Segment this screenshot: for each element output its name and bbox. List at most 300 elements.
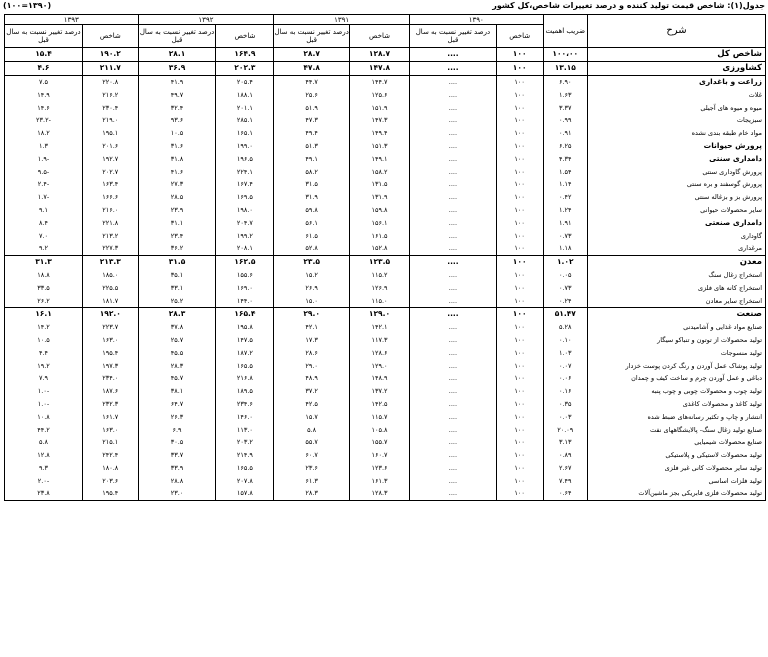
change-cell: ۲۹.۰: [274, 359, 350, 372]
change-cell: ....: [410, 229, 497, 242]
index-cell: ۱۰۰: [496, 48, 543, 62]
index-cell: ۲۱۳.۳: [82, 255, 138, 268]
change-cell: ۱۵.۷: [274, 410, 350, 423]
change-cell: ۲۳.۶: [274, 462, 350, 475]
change-cell: ۲۸.۸: [138, 474, 216, 487]
table-row: [5, 204, 766, 217]
index-cell: ۲۰۷.۸: [216, 474, 274, 487]
row-label: استخراج کانه های فلزی: [588, 281, 766, 294]
change-cell: ۴۲.۵: [274, 398, 350, 411]
change-cell: ۲۸.۳: [138, 307, 216, 320]
index-cell: ۲۲۴.۱: [216, 165, 274, 178]
index-cell: ۱۶۳.۴: [82, 178, 138, 191]
change-cell: ....: [410, 449, 497, 462]
change-cell: ۴۹.۷: [138, 88, 216, 101]
change-cell: ۱۵.۰: [274, 294, 350, 307]
index-cell: ۱۵۶.۱: [349, 216, 409, 229]
row-label: دامداری سنتی: [588, 152, 766, 165]
index-cell: ۲۰۲.۷: [82, 165, 138, 178]
change-cell: ۱۸.۸: [5, 269, 83, 282]
change-cell: ۲۵.۲: [138, 294, 216, 307]
header-index: شاخص: [216, 25, 274, 48]
change-cell: ۴۴.۷: [274, 75, 350, 88]
index-cell: ۱۲۳.۵: [349, 255, 409, 268]
weight-cell: ۰.۱۰: [543, 334, 587, 347]
header-year: ۱۳۹۰: [410, 15, 544, 25]
index-cell: ۱۰۰: [496, 321, 543, 334]
index-cell: ۱۰۰: [496, 242, 543, 255]
change-cell: ....: [410, 101, 497, 114]
index-cell: ۱۰۰: [496, 229, 543, 242]
table-row: [5, 114, 766, 127]
header-change: درصد تغییر نسبت به سال قبل: [138, 25, 216, 48]
header-index: شاخص: [496, 25, 543, 48]
change-cell: ۳۱.۵: [138, 255, 216, 268]
change-cell: ۶۴.۷: [138, 398, 216, 411]
index-cell: ۱۰۰: [496, 410, 543, 423]
index-cell: ۱۵۱.۳: [349, 140, 409, 153]
change-cell: ....: [410, 423, 497, 436]
index-cell: ۲۲۵.۵: [82, 281, 138, 294]
index-cell: ۱۴۸.۹: [349, 372, 409, 385]
row-label: کشاورزی: [588, 61, 766, 75]
change-cell: ....: [410, 436, 497, 449]
index-cell: ۱۹۵.۸: [216, 321, 274, 334]
weight-cell: ۷.۴۹: [543, 474, 587, 487]
index-cell: ۱۶۱.۷: [82, 410, 138, 423]
change-cell: ۴۲.۱: [274, 321, 350, 334]
row-label: پرورش گوسفند و بره سنتی: [588, 178, 766, 191]
change-cell: ....: [410, 255, 497, 268]
index-cell: ۲۲۳.۷: [82, 321, 138, 334]
table-row: [5, 334, 766, 347]
weight-cell: ۳.۱۳: [543, 436, 587, 449]
change-cell: ....: [410, 48, 497, 62]
row-label: تولید فلزات اساسی: [588, 474, 766, 487]
change-cell: ۴۱.۹: [138, 75, 216, 88]
index-cell: ۲۱۵.۱: [82, 436, 138, 449]
weight-cell: ۱.۱۴: [543, 178, 587, 191]
change-cell: -۲.۰: [5, 474, 83, 487]
index-cell: ۱۶۱.۳: [349, 474, 409, 487]
change-cell: ۲۶.۲: [5, 294, 83, 307]
table-row: [5, 165, 766, 178]
index-cell: ۱۰۰: [496, 398, 543, 411]
index-cell: ۱۰۰: [496, 294, 543, 307]
row-label: استخراج سایر معادن: [588, 294, 766, 307]
change-cell: ....: [410, 334, 497, 347]
index-cell: ۱۵۹.۸: [349, 204, 409, 217]
index-cell: ۱۹۹.۰: [216, 140, 274, 153]
ppi-table: [4, 14, 766, 501]
change-cell: -۱.۷: [5, 191, 83, 204]
change-cell: -۲۳.۲: [5, 114, 83, 127]
change-cell: ....: [410, 462, 497, 475]
change-cell: ۲۳.۸: [5, 487, 83, 500]
change-cell: ۳۷.۲: [274, 385, 350, 398]
change-cell: ....: [410, 216, 497, 229]
change-cell: ۳۶.۲: [138, 242, 216, 255]
row-label: زراعت و باغداری: [588, 75, 766, 88]
change-cell: ....: [410, 372, 497, 385]
change-cell: ....: [410, 88, 497, 101]
header-weight: ضریب اهمیت: [543, 15, 587, 48]
index-cell: ۱۶۹.۵: [216, 191, 274, 204]
weight-cell: ۴.۳۴: [543, 152, 587, 165]
index-cell: ۱۰۰: [496, 191, 543, 204]
weight-cell: ۰.۰۶: [543, 372, 587, 385]
index-cell: ۲۰۲.۳: [216, 61, 274, 75]
change-cell: ۴.۴: [5, 346, 83, 359]
index-cell: ۱۶۳.۰: [82, 423, 138, 436]
weight-cell: ۱۰۰،۰۰: [543, 48, 587, 62]
index-cell: ۲۸۵.۱: [216, 114, 274, 127]
index-cell: ۲۱۳.۲: [82, 229, 138, 242]
row-label: مواد خام طبقه بندی نشده: [588, 127, 766, 140]
row-label: تولید منسوجات: [588, 346, 766, 359]
change-cell: ۶۰.۷: [274, 449, 350, 462]
index-cell: ۱۴۲.۵: [349, 398, 409, 411]
index-cell: ۱۵۷.۸: [216, 487, 274, 500]
header-index: شاخص: [349, 25, 409, 48]
row-label: تولید پوشاک عمل آوردن و رنگ کردن پوست خزدار: [588, 359, 766, 372]
change-cell: ۲۸.۳: [138, 359, 216, 372]
index-cell: ۲۱۴.۹: [216, 449, 274, 462]
index-cell: ۱۹۰.۲: [82, 48, 138, 62]
weight-cell: ۶.۲۵: [543, 140, 587, 153]
index-cell: ۱۴۷.۵: [216, 334, 274, 347]
index-cell: ۱۰۰: [496, 436, 543, 449]
table-row: [5, 436, 766, 449]
index-cell: ۲۱۶.۲: [82, 88, 138, 101]
index-cell: ۱۱۵.۰: [349, 294, 409, 307]
change-cell: ۲۸.۵: [138, 191, 216, 204]
index-cell: ۱۱۳.۰: [216, 423, 274, 436]
change-cell: ۲۸.۷: [274, 48, 350, 62]
table-row: [5, 48, 766, 62]
change-cell: ....: [410, 140, 497, 153]
weight-cell: ۰.۹۱: [543, 127, 587, 140]
row-label: سایر محصولات حیوانی: [588, 204, 766, 217]
index-cell: ۲۰۱.۶: [82, 140, 138, 153]
change-cell: ۱۲.۸: [5, 449, 83, 462]
table-row: [5, 346, 766, 359]
table-title: جدول(۱): شاخص قیمت تولید کننده و درصد تغییرات شاخص،کل کشور: [492, 1, 765, 10]
weight-cell: ۰.۲۴: [543, 294, 587, 307]
table-row: [5, 140, 766, 153]
weight-cell: ۳.۳۷: [543, 101, 587, 114]
change-cell: ۲۵.۷: [138, 334, 216, 347]
index-cell: ۱۰۰: [496, 487, 543, 500]
row-label: مرغداری: [588, 242, 766, 255]
weight-cell: ۰.۳۵: [543, 398, 587, 411]
index-cell: ۲۲۱.۸: [82, 216, 138, 229]
change-cell: ۱۵.۲: [274, 269, 350, 282]
index-cell: ۱۹۹.۲: [216, 229, 274, 242]
change-cell: ۵۶.۱: [274, 216, 350, 229]
index-cell: ۱۰۰: [496, 152, 543, 165]
index-cell: ۱۰۰: [496, 359, 543, 372]
change-cell: ۲۳.۰: [138, 487, 216, 500]
index-cell: ۱۹۲.۰: [82, 307, 138, 320]
change-cell: ۵۹.۸: [274, 204, 350, 217]
weight-cell: ۰.۱۶: [543, 385, 587, 398]
index-cell: ۱۰۰: [496, 204, 543, 217]
index-cell: ۱۸۷.۲: [216, 346, 274, 359]
change-cell: ۳۳.۵: [5, 281, 83, 294]
table-row: [5, 229, 766, 242]
table-row: [5, 269, 766, 282]
change-cell: -۱.۰: [5, 398, 83, 411]
change-cell: ....: [410, 114, 497, 127]
header-change: درصد تغییر نسبت به سال قبل: [274, 25, 350, 48]
change-cell: ۳۰.۵: [138, 436, 216, 449]
table-row: [5, 191, 766, 204]
index-cell: ۱۶۰.۷: [349, 449, 409, 462]
index-cell: ۱۰۵.۸: [349, 423, 409, 436]
row-label: تولید چوب و محصولات چوبی و چوب پنبه: [588, 385, 766, 398]
weight-cell: ۰.۰۷: [543, 359, 587, 372]
index-cell: ۲۰۱.۱: [216, 101, 274, 114]
header-change: درصد تغییر نسبت به سال قبل: [410, 25, 497, 48]
weight-cell: ۰.۷۳: [543, 229, 587, 242]
change-cell: ۵۸.۲: [274, 165, 350, 178]
base-year-note: (۱۳۹۰=۱۰۰): [3, 1, 52, 10]
change-cell: ۲۸.۳: [274, 487, 350, 500]
change-cell: ۳۱.۸: [138, 152, 216, 165]
weight-cell: ۰.۴۲: [543, 191, 587, 204]
index-cell: ۱۲۸.۶: [349, 346, 409, 359]
row-label: تولید سایر محصولات کانی غیر فلزی: [588, 462, 766, 475]
index-cell: ۱۸۵.۰: [82, 269, 138, 282]
change-cell: ۳۱.۵: [274, 178, 350, 191]
change-cell: ۳۱.۳: [5, 255, 83, 268]
row-label: تولید محصولات لاستیکی و پلاستیکی: [588, 449, 766, 462]
table-row: [5, 101, 766, 114]
change-cell: ۱۴.۲: [5, 321, 83, 334]
index-cell: ۱۶۵.۵: [216, 359, 274, 372]
index-cell: ۱۰۰: [496, 281, 543, 294]
index-cell: ۲۱۱.۷: [82, 61, 138, 75]
change-cell: ....: [410, 191, 497, 204]
header-year: ۱۳۹۱: [274, 15, 410, 25]
index-cell: ۱۵۱.۹: [349, 101, 409, 114]
index-cell: ۱۰۰: [496, 101, 543, 114]
index-cell: ۱۹۶.۵: [216, 152, 274, 165]
change-cell: ۱۴.۶: [5, 101, 83, 114]
table-row: [5, 385, 766, 398]
index-cell: ۱۴۷.۳: [349, 114, 409, 127]
change-cell: ۳۳.۹: [138, 462, 216, 475]
table-row: [5, 61, 766, 75]
index-cell: ۱۶۹.۰: [216, 281, 274, 294]
table-row: [5, 216, 766, 229]
change-cell: ....: [410, 178, 497, 191]
change-cell: ۶۱.۳: [274, 474, 350, 487]
index-cell: ۱۴۲.۱: [349, 321, 409, 334]
index-cell: ۱۴۴.۰: [216, 294, 274, 307]
index-cell: ۱۱۵.۲: [349, 269, 409, 282]
change-cell: ۴۴.۲: [5, 423, 83, 436]
header-year: ۱۳۹۲: [138, 15, 274, 25]
change-cell: ....: [410, 487, 497, 500]
index-cell: ۱۶۵.۴: [216, 307, 274, 320]
index-cell: ۱۰۰: [496, 114, 543, 127]
table-row: [5, 462, 766, 475]
index-cell: ۲۱۶.۰: [82, 204, 138, 217]
table-row: [5, 75, 766, 88]
index-cell: ۱۰۰: [496, 216, 543, 229]
weight-cell: ۱.۰۳: [543, 346, 587, 359]
index-cell: ۲۰۳.۶: [82, 474, 138, 487]
index-cell: ۱۶۵.۵: [216, 462, 274, 475]
change-cell: ۱۹.۲: [5, 359, 83, 372]
row-label: صنعت: [588, 307, 766, 320]
change-cell: ....: [410, 204, 497, 217]
index-cell: ۱۲۸.۷: [349, 48, 409, 62]
row-label: میوه و میوه های آجیلی: [588, 101, 766, 114]
weight-cell: ۰.۰۳: [543, 410, 587, 423]
index-cell: ۲۰۸.۱: [216, 242, 274, 255]
table-body: [5, 48, 766, 501]
weight-cell: ۱.۱۸: [543, 242, 587, 255]
index-cell: ۱۶۳.۰: [82, 334, 138, 347]
index-cell: ۱۰۰: [496, 269, 543, 282]
change-cell: ۱۰.۵: [5, 334, 83, 347]
change-cell: ....: [410, 346, 497, 359]
change-cell: ۶.۹: [138, 423, 216, 436]
row-label: دباغی و عمل آوردن چرم و ساخت کیف و چمدان: [588, 372, 766, 385]
table-row: [5, 127, 766, 140]
table-row: [5, 487, 766, 500]
change-cell: ۶۱.۵: [274, 229, 350, 242]
index-cell: ۱۴۷.۸: [349, 61, 409, 75]
index-cell: ۱۶۴.۹: [216, 48, 274, 62]
change-cell: ۴۵.۵: [138, 346, 216, 359]
table-row: [5, 372, 766, 385]
index-cell: ۲۰۵.۴: [216, 75, 274, 88]
index-cell: ۱۰۰: [496, 75, 543, 88]
table-row: [5, 410, 766, 423]
row-label: پرورش گاوداری سنتی: [588, 165, 766, 178]
row-label: دامداری صنعتی: [588, 216, 766, 229]
index-cell: ۱۸۱.۷: [82, 294, 138, 307]
change-cell: ۲۸.۱: [138, 48, 216, 62]
table-row: [5, 474, 766, 487]
change-cell: ۲۷.۳: [138, 178, 216, 191]
change-cell: ۷.۵: [5, 75, 83, 88]
change-cell: ۴۹.۱: [274, 152, 350, 165]
change-cell: -۲.۴: [5, 178, 83, 191]
change-cell: ۵.۸: [5, 436, 83, 449]
index-cell: ۱۵۸.۲: [349, 165, 409, 178]
change-cell: ۳۳.۱: [138, 281, 216, 294]
change-cell: ۳۱.۶: [138, 140, 216, 153]
change-cell: ۲۳.۵: [274, 255, 350, 268]
change-cell: ۴۷.۸: [274, 61, 350, 75]
index-cell: ۱۰۰: [496, 255, 543, 268]
table-row: [5, 178, 766, 191]
row-label: تولید محصولات از توتون و تنباکو سیگار: [588, 334, 766, 347]
index-cell: ۱۰۰: [496, 165, 543, 178]
weight-cell: ۲۰.۰۹: [543, 423, 587, 436]
weight-cell: ۱.۶۳: [543, 88, 587, 101]
change-cell: ۲۸.۶: [274, 346, 350, 359]
change-cell: ۱.۳: [5, 140, 83, 153]
index-cell: ۱۹۵.۴: [82, 346, 138, 359]
change-cell: ۹.۱: [5, 204, 83, 217]
change-cell: ....: [410, 321, 497, 334]
change-cell: ۵۵.۷: [274, 436, 350, 449]
index-cell: ۱۹۷.۳: [82, 359, 138, 372]
change-cell: ۱۴.۹: [5, 88, 83, 101]
table-row: [5, 359, 766, 372]
change-cell: -۹.۵: [5, 165, 83, 178]
change-cell: ۲۶.۹: [274, 281, 350, 294]
index-cell: ۱۰۰: [496, 385, 543, 398]
change-cell: ۹.۲: [5, 242, 83, 255]
index-cell: ۱۳۱.۵: [349, 178, 409, 191]
change-cell: ۲۳.۴: [138, 229, 216, 242]
index-cell: ۲۱۶.۸: [216, 372, 274, 385]
change-cell: ۸.۴: [5, 216, 83, 229]
change-cell: ....: [410, 359, 497, 372]
change-cell: -۱.۰: [5, 385, 83, 398]
header-index: شاخص: [82, 25, 138, 48]
index-cell: ۱۶۷.۴: [216, 178, 274, 191]
change-cell: ۲۶.۳: [138, 410, 216, 423]
table-row: [5, 281, 766, 294]
row-label: صنایع مواد غذایی و آشامیدنی: [588, 321, 766, 334]
index-cell: ۱۹۲.۷: [82, 152, 138, 165]
row-label: گاوداری: [588, 229, 766, 242]
change-cell: ۳۱.۱: [138, 216, 216, 229]
weight-cell: ۵.۲۸: [543, 321, 587, 334]
index-cell: ۱۰۰: [496, 372, 543, 385]
index-cell: ۱۵۲.۸: [349, 242, 409, 255]
change-cell: ....: [410, 410, 497, 423]
index-cell: ۱۰۰: [496, 449, 543, 462]
change-cell: ۵۱.۳: [274, 140, 350, 153]
row-label: انتشار و چاپ و تکثیر رسانه‌های ضبط شده: [588, 410, 766, 423]
weight-cell: ۰.۶۴: [543, 487, 587, 500]
index-cell: ۱۰۰: [496, 423, 543, 436]
weight-cell: ۰.۸۹: [543, 449, 587, 462]
table-row: [5, 449, 766, 462]
index-cell: ۱۰۰: [496, 474, 543, 487]
index-cell: ۱۳۷.۲: [349, 385, 409, 398]
index-cell: ۱۴۴.۷: [349, 75, 409, 88]
change-cell: ۴۵.۷: [138, 372, 216, 385]
change-cell: ....: [410, 294, 497, 307]
change-cell: ۴۱.۶: [138, 165, 216, 178]
index-cell: ۱۴۶.۰: [216, 410, 274, 423]
change-cell: ....: [410, 75, 497, 88]
index-cell: ۱۰۰: [496, 462, 543, 475]
change-cell: ۹۳.۶: [138, 114, 216, 127]
index-cell: ۱۸۹.۵: [216, 385, 274, 398]
change-cell: ۷.۹: [5, 372, 83, 385]
index-cell: ۱۰۰: [496, 346, 543, 359]
change-cell: ۱۶.۱: [5, 307, 83, 320]
row-label: تولید محصولات فلزی فابریکی بجز ماشین‌آلات: [588, 487, 766, 500]
index-cell: ۱۲۶.۹: [349, 281, 409, 294]
index-cell: ۲۲۷.۳: [82, 242, 138, 255]
index-cell: ۱۲۸.۳: [349, 487, 409, 500]
index-cell: ۲۰۴.۷: [216, 216, 274, 229]
change-cell: ۳۸.۱: [138, 385, 216, 398]
change-cell: ۳۷.۸: [138, 321, 216, 334]
